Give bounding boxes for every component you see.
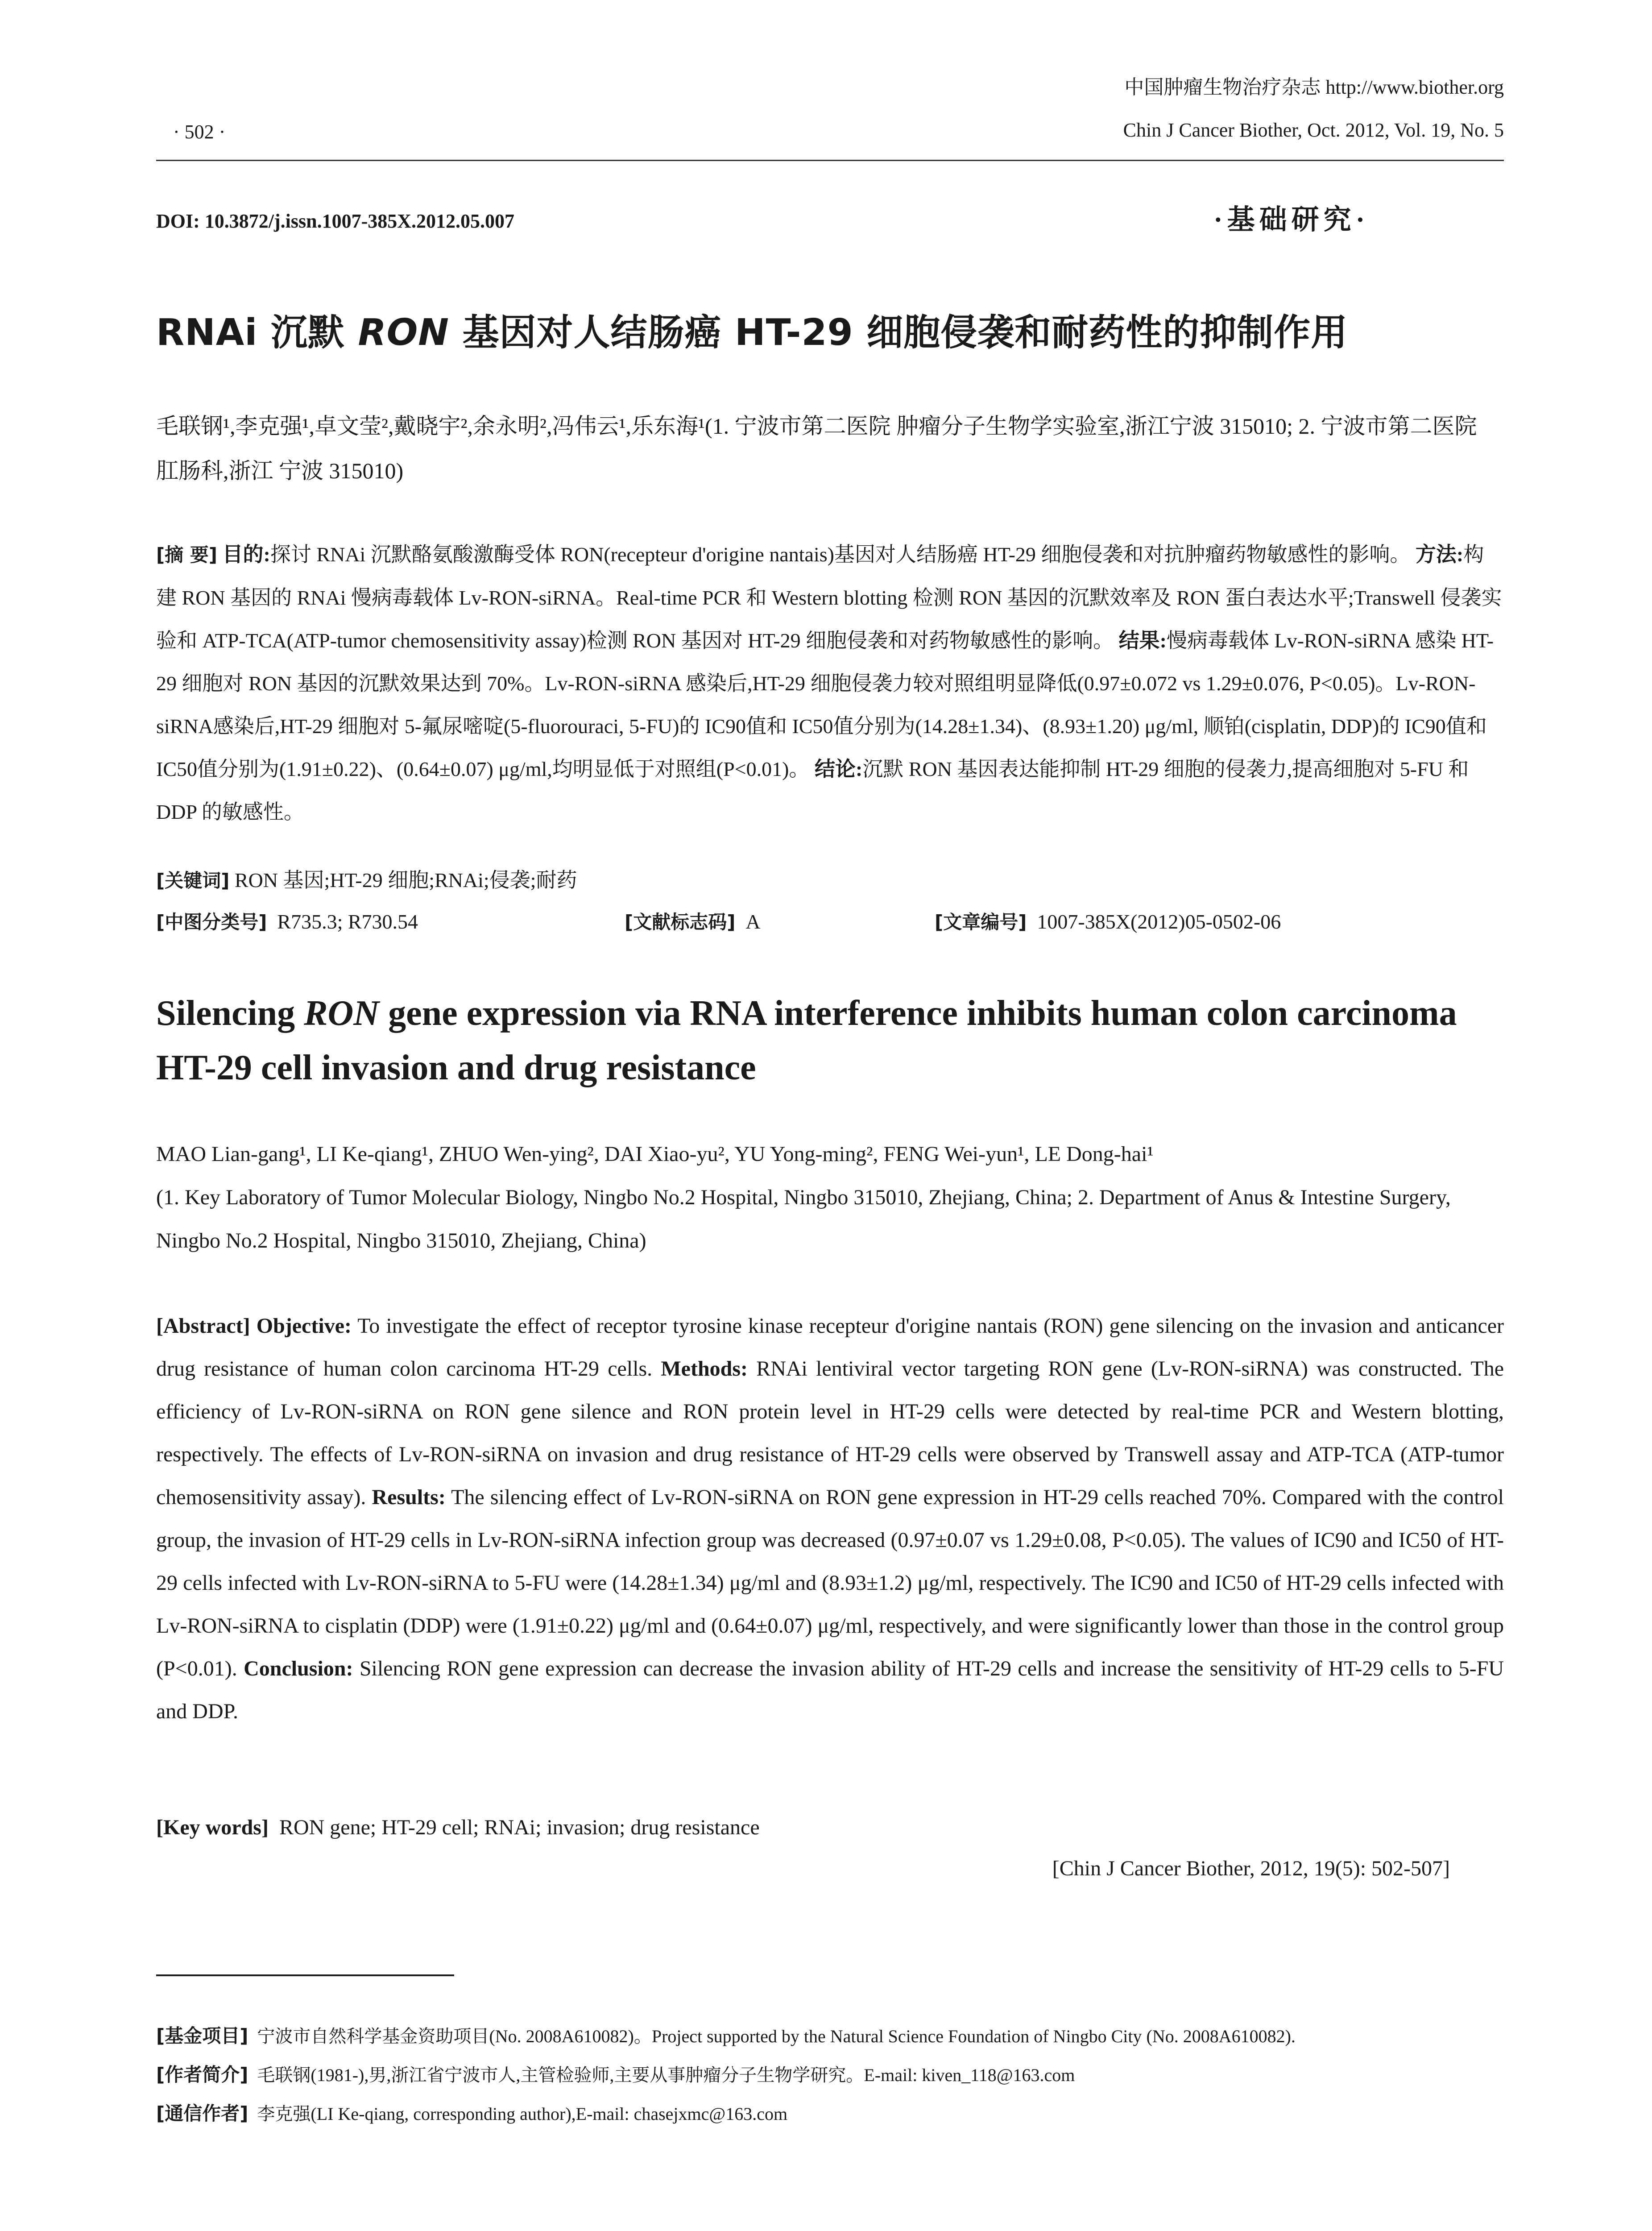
footnotes [156,2017,1504,2133]
methods-en: RNAi lentiviral vector targeting RON gene (Lv-RON-siRNA) was constructed. The efficiency of Lv-RON-siRNA on RON gene silence and RON protein level in HT-29 cells were detected by real-time PCR and Western blotting, respectively. The effects of Lv-RON-siRNA on invasion and drug resistance of HT-29 cells were observed by Transwell assay and ATP-TCA (ATP-tumor chemosensitivity assay). [156,1357,1504,1509]
title-en-gene: RON [304,994,380,1033]
title-cn [156,303,1348,356]
authors-en [156,1132,1504,1262]
title-cn-gene: RON [358,311,449,354]
article-no-value: 1007-385X(2012)05-0502-06 [1037,910,1281,933]
abstract-cn-label: [摘 要] [156,544,218,566]
doc-code-value: A [745,910,761,933]
fund-text: 宁波市自然科学基金资助项目(No. 2008A610082)。Project supported by the Natural Science Foundation of Ningbo City (No. 2008A610082). [257,2026,1296,2046]
affiliations-en: (1. Key Laboratory of Tumor Molecular Biology, Ningbo No.2 Hospital, Ningbo 315010, Zhejiang, China; 2. Department of Anus & Intestine Surgery, Ningbo No.2 Hospital, Ningbo 315010, Zhejiang, China) [156,1186,1451,1252]
abstract-cn [156,533,1504,834]
results-en: The silencing effect of Lv-RON-siRNA on RON gene expression in HT-29 cells reached 70%. Compared with the control group, the invasion of HT-29 cells in Lv-RON-siRNA infection group was decreased (0.97±0.07 vs 1.29±0.08, P<0.05). The values of IC90 and IC50 of HT-29 cells infected with Lv-RON-siRNA to 5-FU were (14.28±1.34) μg/ml and (8.93±1.2) μg/ml, respectively. The IC90 and IC50 of HT-29 cells infected with Lv-RON-siRNA to cisplatin (DDP) were (1.91±0.22) μg/ml and (0.64±0.07) μg/ml, respectively, and were significantly lower than those in the control group (P<0.01). [156,1485,1504,1680]
conclusion-cn-label: 结论: [814,758,863,780]
author-note [156,2056,1504,2094]
keywords-en-text: RON gene; HT-29 cell; RNAi; invasion; drug resistance [279,1816,760,1839]
keywords-cn-label: [关键词] [156,870,230,892]
article-no-group [935,908,1281,934]
results-cn-label: 结果: [1118,629,1167,652]
clc-group [156,908,418,934]
title-en [156,986,1504,1095]
abstract-en-label: [Abstract] [156,1314,250,1338]
objective-en-label: Objective: [256,1314,352,1338]
running-header [1123,66,1504,152]
keywords-en [156,1815,760,1840]
page-number: · 502 · [173,121,226,143]
objective-cn-label: 目的: [222,543,270,566]
doi: DOI: 10.3872/j.issn.1007-385X.2012.05.007 [156,210,515,232]
journal-citation-en: Chin J Cancer Biother, Oct. 2012, Vol. 19, No. 5 [1123,119,1504,141]
title-cn-prefix: RNAi 沉默 [156,311,358,354]
column-label: ·基础研究· [1213,205,1370,235]
keywords-cn [156,864,1504,893]
journal-name-cn: 中国肿瘤生物治疗杂志 http://www.biother.org [1124,76,1504,98]
results-en-label: Results: [372,1485,446,1509]
clc-label: [中图分类号] [156,911,267,933]
author-names-cn: 毛联钢¹,李克强¹,卓文莹²,戴晓宇²,余永明²,冯伟云¹,乐东海¹ [156,414,705,439]
author-names-en: MAO Lian-gang¹, LI Ke-qiang¹, ZHUO Wen-ying², DAI Xiao-yu², YU Yong-ming², FENG Wei-yun¹, LE Dong-hai¹ [156,1142,1154,1166]
clc-value: R735.3; R730.54 [277,910,418,933]
conclusion-en: Silencing RON gene expression can decrease the invasion ability of HT-29 cells and increase the sensitivity of HT-29 cells to 5-FU and DDP. [156,1657,1504,1723]
authors-cn [156,404,1504,493]
corresponding-label: [通信作者] [156,2102,248,2124]
author-note-text: 毛联钢(1981-),男,浙江省宁波市人,主管检验师,主要从事肿瘤分子生物学研究。E-mail: kiven_118@163.com [257,2065,1075,2085]
title-cn-suffix: 基因对人结肠癌 HT-29 细胞侵袭和耐药性的抑制作用 [449,311,1348,354]
article-no-label: [文章编号] [935,911,1027,933]
citation: [Chin J Cancer Biother, 2012, 19(5): 502-507] [1052,1857,1450,1880]
objective-en: To investigate the effect of receptor tyrosine kinase recepteur d'origine nantais (RON) gene silencing on the invasion and anticancer drug resistance of human colon carcinoma HT-29 cells. [156,1314,1504,1381]
fund-label: [基金项目] [156,2025,248,2047]
fund-note [156,2017,1504,2056]
title-en-prefix: Silencing [156,994,304,1033]
footnote-rule [156,1974,454,1976]
conclusion-en-label: Conclusion: [244,1657,353,1680]
doc-code-label: [文献标志码] [625,911,736,933]
author-note-label: [作者简介] [156,2064,248,2086]
title-en-suffix: gene expression via RNA interference inhibits human colon carcinoma HT-29 cell invasion and drug resistance [156,994,1457,1087]
methods-cn-label: 方法: [1415,543,1464,566]
header-rule [156,160,1504,161]
corresponding-text: 李克强(LI Ke-qiang, corresponding author),E-mail: chasejxmc@163.com [257,2104,788,2124]
keywords-cn-text: RON 基因;HT-29 细胞;RNAi;侵袭;耐药 [234,869,577,892]
abstract-en [156,1305,1504,1733]
keywords-en-label: [Key words] [156,1816,269,1839]
methods-en-label: Methods: [661,1357,748,1381]
corresponding-note [156,2094,1504,2133]
doc-code-group [625,908,761,934]
objective-cn: 探讨 RNAi 沉默酪氨酸激酶受体 RON(recepteur d'origine nantais)基因对人结肠癌 HT-29 细胞侵袭和对抗肿瘤药物敏感性的影响。 [270,543,1411,566]
affiliations-cn: (1. 宁波市第二医院 肿瘤分子生物学实验室,浙江宁波 315010; 2. 宁波市第二医院 肛肠科,浙江 宁波 315010) [156,414,1477,483]
conclusion-cn: 沉默 RON 基因表达能抑制 HT-29 细胞的侵袭力,提高细胞对 5-FU 和 DDP 的敏感性。 [156,758,1469,823]
methods-cn: 构建 RON 基因的 RNAi 慢病毒载体 Lv-RON-siRNA。Real-time PCR 和 Western blotting 检测 RON 基因的沉默效率及 RON 蛋白表达水平;Transwell 侵袭实验和 ATP-TCA(ATP-tumor chemosensitivity assay)检测 RON 基因对 HT-29 细胞侵袭和对药物敏感性的影响。 [156,543,1502,652]
results-cn: 慢病毒载体 Lv-RON-siRNA 感染 HT-29 细胞对 RON 基因的沉默效果达到 70%。Lv-RON-siRNA 感染后,HT-29 细胞侵袭力较对照组明显降低(0.97±0.072 vs 1.29±0.076, P<0.05)。Lv-RON-siRNA感染后,HT-29 细胞对 5-氟尿嘧啶(5-fluorouraci, 5-FU)的 IC90值和 IC50值分别为(14.28±1.34)、(8.93±1.20) μg/ml, 顺铂(cisplatin, DDP)的 IC90值和 IC50值分别为(1.91±0.22)、(0.64±0.07) μg/ml,均明显低于对照组(P<0.01)。 [156,629,1494,780]
